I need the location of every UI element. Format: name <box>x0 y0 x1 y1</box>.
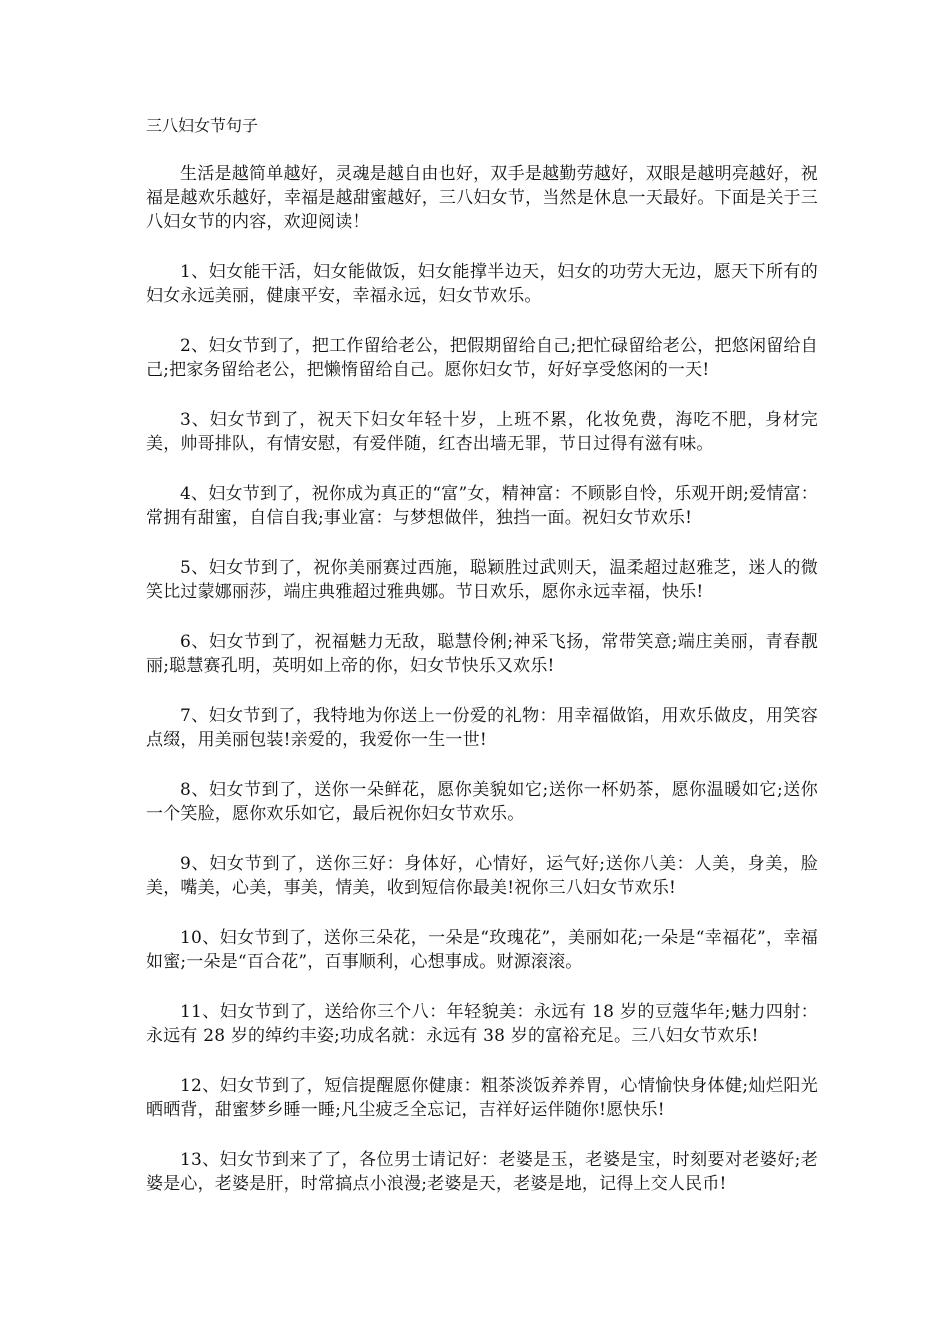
paragraph-2: 2、妇女节到了，把工作留给老公，把假期留给自己;把忙碌留给老公，把悠闲留给自己;把家务留给老公，把懒惰留给自己。愿你妇女节，好好享受悠闲的一天! <box>146 336 818 380</box>
paragraph-9: 9、妇女节到了，送你三好：身体好，心情好，运气好;送你八美：人美，身美，脸美，嘴美，心美，事美，情美，收到短信你最美!祝你三八妇女节欢乐! <box>146 854 818 898</box>
paragraph-5: 5、妇女节到了，祝你美丽赛过西施，聪颖胜过武则天，温柔超过赵雅芝，迷人的微笑比过蒙娜丽莎，端庄典雅超过雅典娜。节日欢乐，愿你永远幸福，快乐! <box>146 558 818 602</box>
paragraph-11: 11、妇女节到了，送给你三个八：年轻貌美：永远有 18 岁的豆蔻华年;魅力四射：永远有 28 岁的绰约丰姿;功成名就：永远有 38 岁的富裕充足。三八妇女节欢乐! <box>146 1002 818 1046</box>
paragraph-7: 7、妇女节到了，我特地为你送上一份爱的礼物：用幸福做馅，用欢乐做皮，用笑容点缀，用美丽包装!亲爱的，我爱你一生一世! <box>146 706 818 750</box>
document-body <box>146 114 818 1222</box>
document-title: 三八妇女节句子 <box>146 116 259 135</box>
paragraph-3: 3、妇女节到了，祝天下妇女年轻十岁，上班不累，化妆免费，海吃不肥，身材完美，帅哥排队，有情安慰，有爱伴随，红杏出墙无罪，节日过得有滋有味。 <box>146 410 818 454</box>
paragraph-6: 6、妇女节到了，祝福魅力无敌，聪慧伶俐;神采飞扬，常带笑意;端庄美丽，青春靓丽;聪慧赛孔明，英明如上帝的你，妇女节快乐又欢乐! <box>146 632 818 676</box>
intro-paragraph: 生活是越简单越好，灵魂是越自由也好，双手是越勤劳越好，双眼是越明亮越好，祝福是越欢乐越好，幸福是越甜蜜越好，三八妇女节，当然是休息一天最好。下面是关于三八妇女节的内容，欢迎阅读！ <box>146 164 818 232</box>
paragraph-4: 4、妇女节到了，祝你成为真正的“富”女，精神富：不顾影自怜，乐观开朗;爱情富：常拥有甜蜜，自信自我;事业富：与梦想做伴，独挡一面。祝妇女节欢乐! <box>146 484 818 528</box>
paragraph-1: 1、妇女能干活，妇女能做饭，妇女能撑半边天，妇女的功劳大无边，愿天下所有的妇女永远美丽，健康平安，幸福永远，妇女节欢乐。 <box>146 262 818 306</box>
paragraph-13: 13、妇女节到来了了，各位男士请记好：老婆是玉，老婆是宝，时刻要对老婆好;老婆是心，老婆是肝，时常搞点小浪漫;老婆是天，老婆是地，记得上交人民币! <box>146 1150 818 1194</box>
paragraph-12: 12、妇女节到了，短信提醒愿你健康：粗茶淡饭养养胃，心情愉快身体健;灿烂阳光晒晒背，甜蜜梦乡睡一睡;凡尘疲乏全忘记，吉祥好运伴随你!愿快乐! <box>146 1076 818 1120</box>
paragraph-8: 8、妇女节到了，送你一朵鲜花，愿你美貌如它;送你一杯奶茶，愿你温暖如它;送你一个笑脸，愿你欢乐如它，最后祝你妇女节欢乐。 <box>146 780 818 824</box>
paragraph-10: 10、妇女节到了，送你三朵花，一朵是“玫瑰花”，美丽如花;一朵是“幸福花”，幸福如蜜;一朵是“百合花”，百事顺利，心想事成。财源滚滚。 <box>146 928 818 972</box>
